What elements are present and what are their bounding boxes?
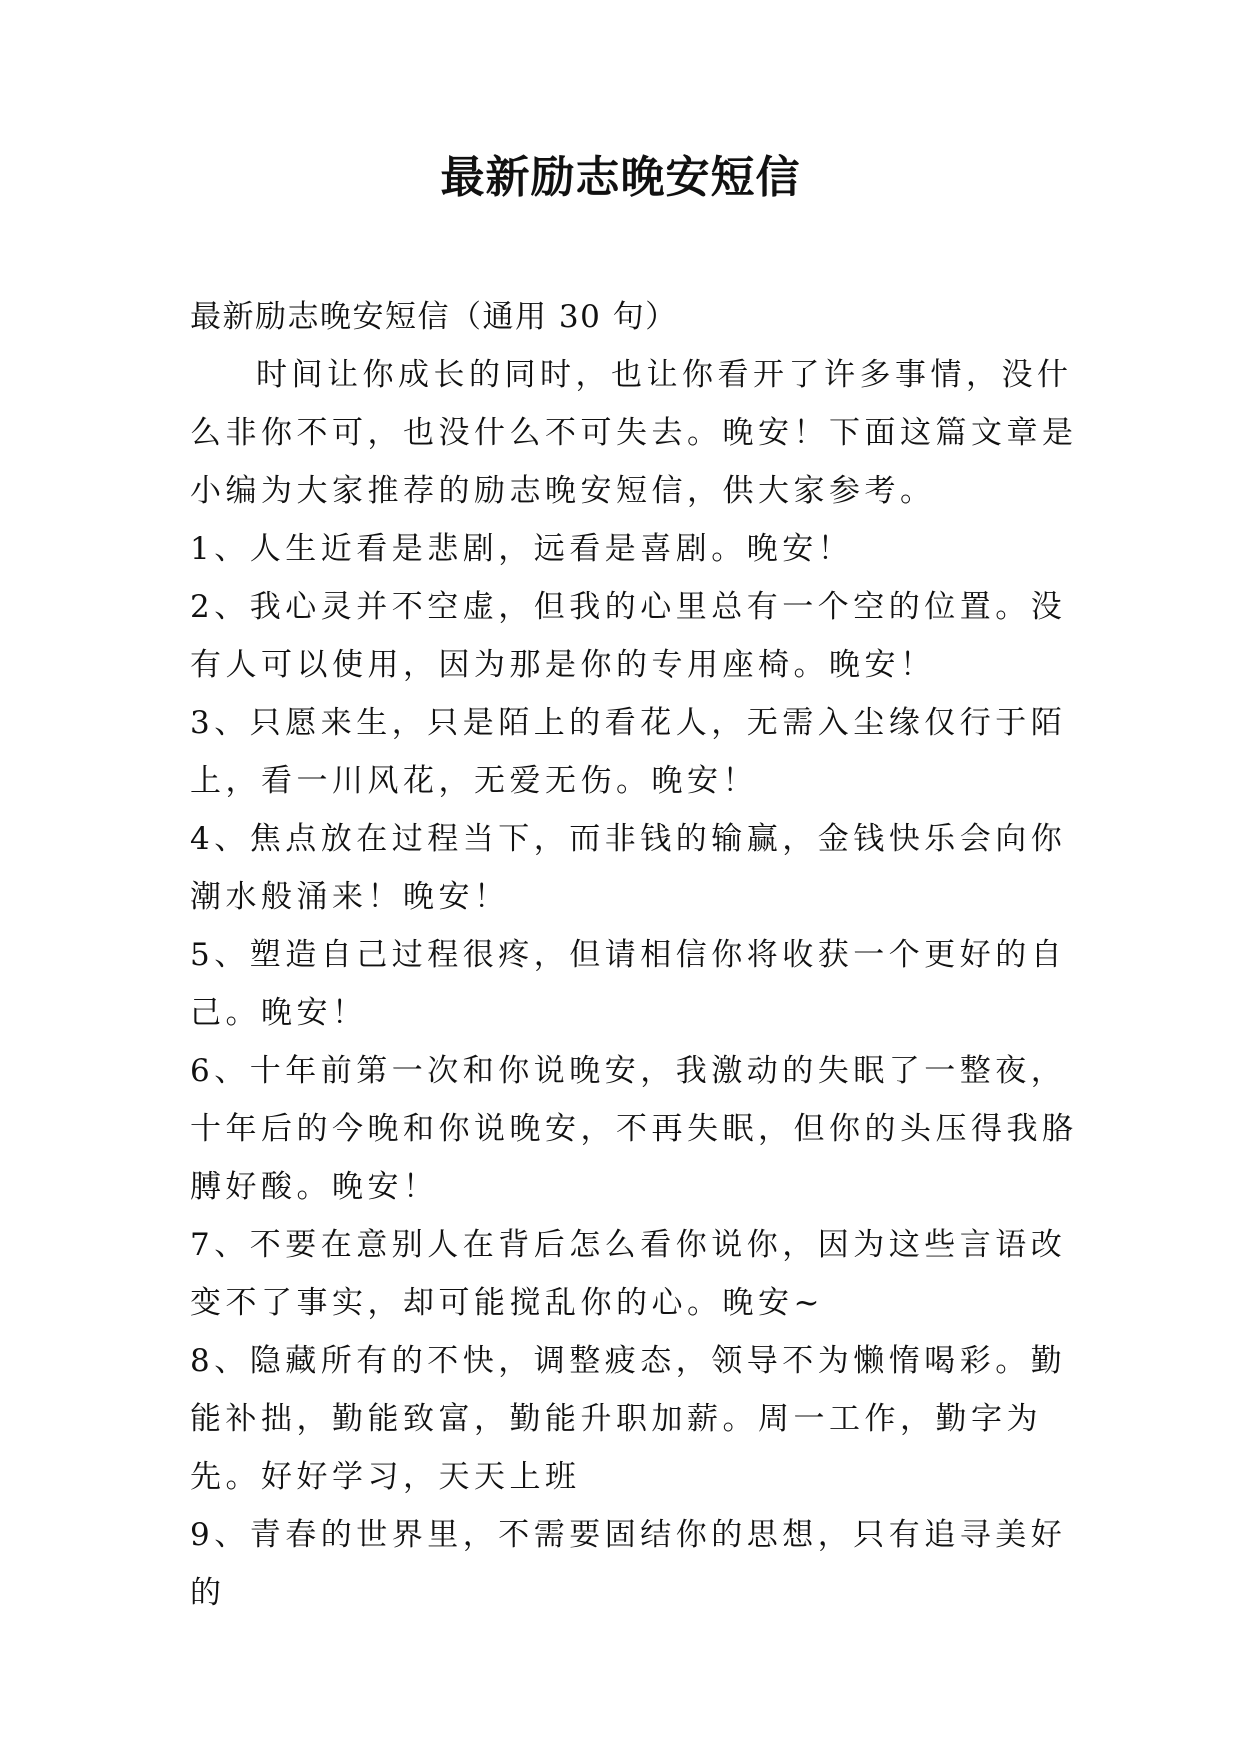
intro-paragraph: 时间让你成长的同时，也让你看开了许多事情，没什么非你不可，也没什么不可失去。晚安！下面这篇文章是小编为大家推荐的励志晚安短信，供大家参考。 (190, 357, 1078, 509)
document-subtitle: 最新励志晚安短信（通用 30 句） (190, 299, 678, 335)
list-item: 7、不要在意别人在背后怎么看你说你，因为这些言语改变不了事实，却可能搅乱你的心。晚安~ (190, 1227, 1067, 1321)
list-item: 6、十年前第一次和你说晚安，我激动的失眠了一整夜，十年后的今晚和你说晚安，不再失眠，但你的头压得我胳膊好酸。晚安！ (190, 1053, 1078, 1205)
list-item: 2、我心灵并不空虚，但我的心里总有一个空的位置。没有人可以使用，因为那是你的专用座椅。晚安！ (190, 589, 1067, 683)
list-item: 4、焦点放在过程当下，而非钱的输赢，金钱快乐会向你潮水般涌来！晚安！ (190, 821, 1067, 915)
list-item: 5、塑造自己过程很疼，但请相信你将收获一个更好的自己。晚安！ (190, 937, 1067, 1031)
list-item: 1、人生近看是悲剧，远看是喜剧。晚安！ (190, 531, 854, 567)
list-item: 3、只愿来生，只是陌上的看花人，无需入尘缘仅行于陌上，看一川风花，无爱无伤。晚安！ (190, 705, 1067, 799)
list-item: 8、隐藏所有的不快，调整疲态，领导不为懒惰喝彩。勤能补拙，勤能致富，勤能升职加薪。周一工作，勤字为先。好好学习，天天上班 (190, 1343, 1067, 1495)
document-title: 最新励志晚安短信 (440, 152, 801, 203)
list-item: 9、青春的世界里，不需要固结你的思想，只有追寻美好的 (190, 1517, 1067, 1611)
document-body (190, 288, 1080, 1622)
